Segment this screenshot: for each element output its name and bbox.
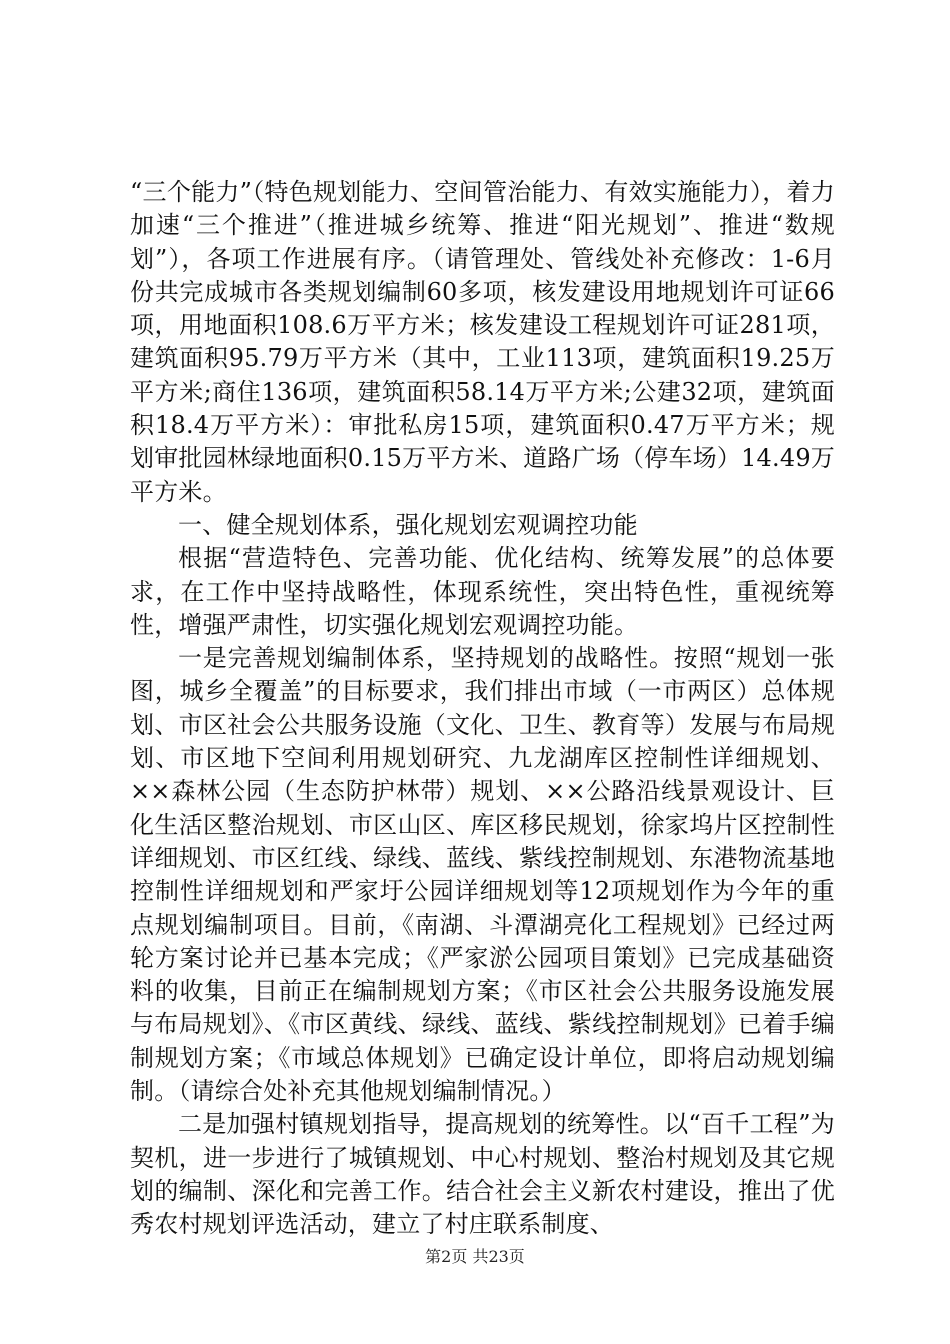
paragraph-village-planning: 二是加强村镇规划指导，提高规划的统筹性。以“百千工程”为契机，进一步进行了城镇规划、中心村规划、整治村规划及其它规划的编制、深化和完善工作。结合社会主义新农村建设，推出了优秀农村规划评选活动，建立了村庄联系制度、 — [130, 1110, 835, 1239]
page-number: 第2页 共23页 — [425, 1247, 525, 1266]
paragraph-continuation: “三个能力”（特色规划能力、空间管治能力、有效实施能力），着力加速“三个推进”（推进城乡统筹、推进“阳光规划”、推进“数规划”），各项工作进展有序。（请管理处、管线处补充修改：1-6月份共完成城市各类规划编制60多项，核发建设用地规划许可证66项，用地面积108.6万平方米；核发建设工程规划许可证281项，建筑面积95.79万平方米（其中，工业113项，建筑面积19.25万平方米;商住136项，建筑面积58.14万平方米;公建32项，建筑面积18.4万平方米）：审批私房15项，建筑面积0.47万平方米；规划审批园林绿地面积0.15万平方米、道路广场（停车场）14.49万平方米。 — [130, 178, 835, 506]
document-body — [130, 176, 835, 1242]
page-footer — [0, 1247, 950, 1267]
section-heading: 一、健全规划体系，强化规划宏观调控功能 — [178, 510, 638, 539]
paragraph-overview: 根据“营造特色、完善功能、优化结构、统筹发展”的总体要求，在工作中坚持战略性，体现系统性，突出特色性，重视统筹性，增强严肃性，切实强化规划宏观调控功能。 — [130, 544, 835, 639]
paragraph-planning-system: 一是完善规划编制体系，坚持规划的战略性。按照“规划一张图，城乡全覆盖”的目标要求，我们排出市域（一市两区）总体规划、市区社会公共服务设施（文化、卫生、教育等）发展与布局规划、市区地下空间利用规划研究、九龙湖库区控制性详细规划、××森林公园（生态防护林带）规划、××公路沿线景观设计、巨化生活区整治规划、市区山区、库区移民规划，徐家坞片区控制性详细规划、市区红线、绿线、蓝线、紫线控制规划、东港物流基地控制性详细规划和严家圩公园详细规划等12项规划作为今年的重点规划编制项目。目前，《南湖、斗潭湖亮化工程规划》已经过两轮方案讨论并已基本完成；《严家淤公园项目策划》已完成基础资料的收集，目前正在编制规划方案；《市区社会公共服务设施发展与布局规划》、《市区黄线、绿线、蓝线、紫线控制规划》已着手编制规划方案；《市域总体规划》已确定设计单位，即将启动规划编制。（请综合处补充其他规划编制情况。） — [130, 644, 835, 1106]
